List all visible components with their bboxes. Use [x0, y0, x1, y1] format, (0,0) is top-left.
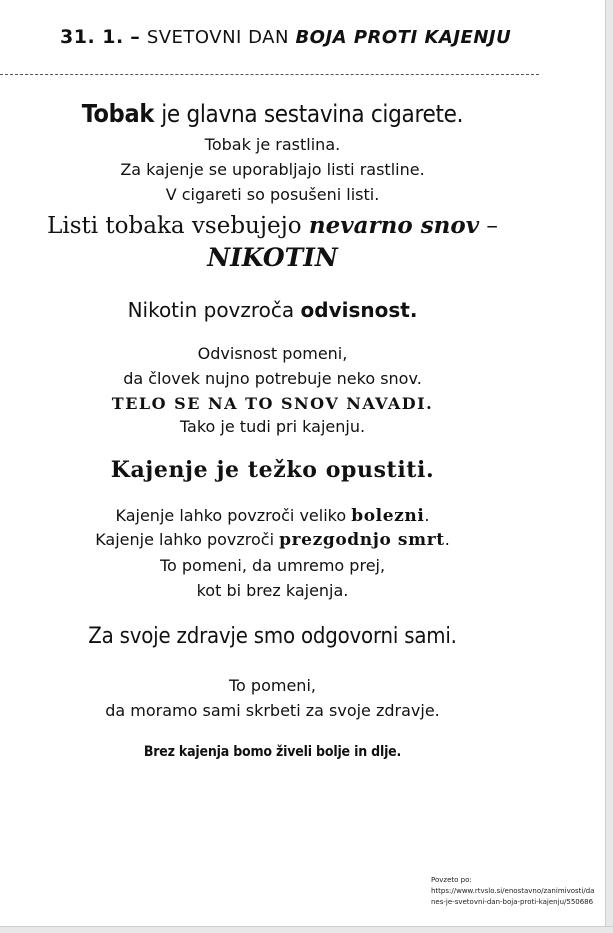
text-line: da moramo sami skrbeti za svoje zdravje.: [105, 701, 440, 720]
odvisnost-bold: odvisnost.: [300, 298, 418, 322]
nikotin-line-plain: Listi tobaka vsebujejo: [47, 213, 302, 239]
tobak-heading-bold: Tobak: [81, 99, 154, 128]
text-line: da človek nujno potrebuje neko snov.: [123, 369, 422, 388]
source-url-line1[interactable]: https://www.rtvslo.si/enostavno/zanimivosti/da: [431, 887, 595, 895]
text-line: Za kajenje se uporabljajo listi rastline.: [120, 160, 425, 179]
source-citation: [431, 875, 601, 908]
closing-line: Brez kajenja bomo živeli bolje in dlje.: [143, 744, 402, 760]
bolezni-line: [0, 506, 545, 526]
nikotin-line-italic: nevarno snov: [308, 212, 480, 239]
text-line: To pomeni,: [229, 676, 316, 695]
text-line: kot bi brez kajenja.: [196, 581, 349, 600]
tobak-heading-rest: je glavna sestavina cigarete.: [161, 100, 464, 128]
smrt-plain: Kajenje lahko povzroči: [95, 530, 275, 549]
header-title-hand: BOJA PROTI KAJENJU: [295, 27, 512, 48]
source-label: Povzeto po:: [431, 876, 472, 884]
bolezni-bold: bolezni: [351, 506, 425, 526]
nikotin-line: [0, 212, 545, 240]
bolezni-plain: Kajenje lahko povzroči veliko: [115, 506, 347, 525]
page-header: [60, 26, 560, 48]
source-url-line2[interactable]: nes-je-svetovni-dan-boja-proti-kajenju/550686: [431, 898, 594, 906]
text-line: Tako je tudi pri kajenju.: [179, 417, 366, 436]
nikotin-line-dash: –: [486, 213, 498, 239]
text-line: Odvisnost pomeni,: [197, 344, 348, 363]
odvisnost-plain: Nikotin povzroča: [127, 298, 295, 322]
header-divider: [0, 74, 539, 75]
odvisnost-line: [0, 297, 545, 323]
tobak-heading: [0, 99, 545, 129]
header-date: 31. 1.: [60, 26, 124, 48]
header-title-plain: SVETOVNI DAN: [146, 27, 289, 48]
text-line: Tobak je rastlina.: [204, 135, 341, 154]
bolezni-end: .: [424, 506, 430, 525]
telo-line: TELO SE NA TO SNOV NAVADI.: [111, 394, 434, 413]
header-dash: –: [130, 26, 141, 48]
zdravje-heading: Za svoje zdravje smo odgovorni sami.: [88, 624, 457, 649]
smrt-line: [0, 530, 545, 550]
text-line: V cigareti so posušeni listi.: [165, 185, 380, 204]
opustiti-heading: Kajenje je težko opustiti.: [110, 457, 435, 483]
text-line: To pomeni, da umremo prej,: [159, 556, 386, 575]
page-edge-bottom: [0, 926, 613, 933]
page-edge-right: [605, 0, 613, 933]
nikotin-word: NIKOTIN: [207, 243, 338, 272]
smrt-end: .: [444, 530, 450, 549]
smrt-bold: prezgodnjo smrt: [279, 530, 445, 550]
